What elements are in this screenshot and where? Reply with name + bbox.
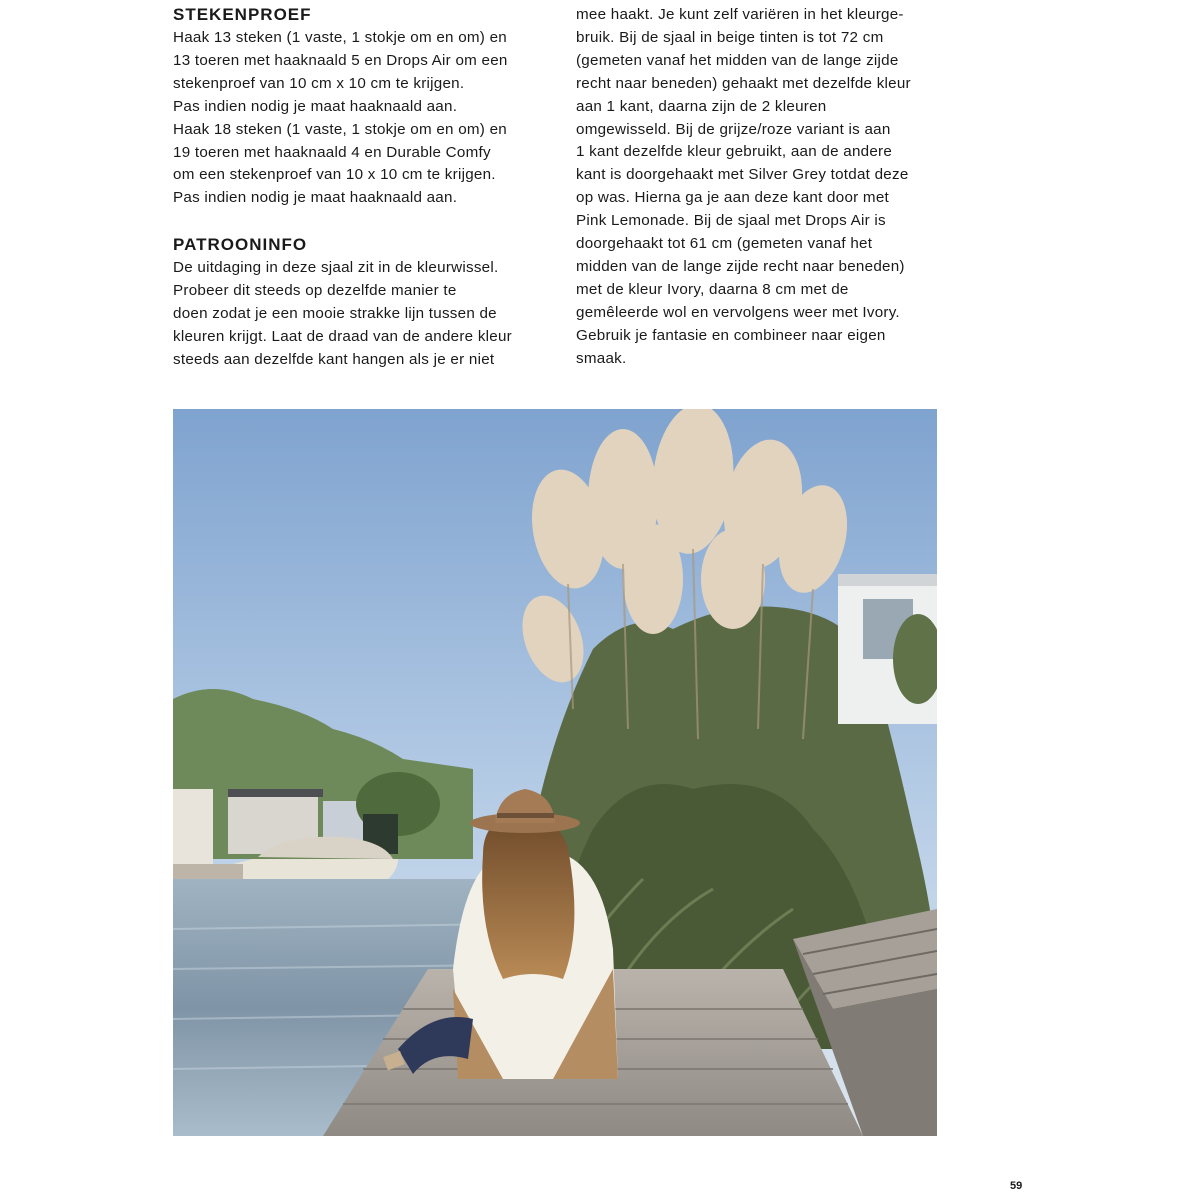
text-line: 1 kant dezelfde kleur gebruikt, aan de andere xyxy=(576,143,893,161)
text-line: met de kleur Ivory, daarna 8 cm met de xyxy=(576,280,849,298)
text-line: midden van de lange zijde recht naar beneden) xyxy=(576,257,905,275)
text-line: doorgehaakt tot 61 cm (gemeten vanaf het xyxy=(576,235,873,253)
dock-photo xyxy=(173,409,937,1136)
text-line: Pink Lemonade. Bij de sjaal met Drops Air is xyxy=(576,212,886,230)
patrooninfo-text xyxy=(173,257,548,372)
text-line: recht naar beneden) gehaakt met dezelfde kleur xyxy=(576,74,911,92)
stekenproef-text xyxy=(173,27,548,210)
patrooninfo-continued-text xyxy=(576,4,948,371)
text-line: kleuren krijgt. Laat de draad van de andere kleur xyxy=(173,327,512,345)
text-line: aan 1 kant, daarna zijn de 2 kleuren xyxy=(576,97,827,115)
left-column xyxy=(173,4,548,372)
text-line: Probeer dit steeds op dezelfde manier te xyxy=(173,282,457,300)
text-line: (gemeten vanaf het midden van de lange zijde xyxy=(576,51,899,69)
text-line: omgewisseld. Bij de grijze/roze variant is aan xyxy=(576,120,891,138)
text-line: Haak 18 steken (1 vaste, 1 stokje om en om) en xyxy=(173,120,507,138)
text-line: mee haakt. Je kunt zelf variëren in het kleurge- xyxy=(576,6,904,23)
right-column xyxy=(576,4,948,371)
text-line: steeds aan dezelfde kant hangen als je er niet xyxy=(173,350,495,368)
text-line: Pas indien nodig je maat haaknaald aan. xyxy=(173,97,458,115)
stekenproef-heading: STEKENPROEF xyxy=(173,5,312,24)
text-line: kant is doorgehaakt met Silver Grey totdat deze xyxy=(576,166,909,184)
text-line: om een stekenproef van 10 x 10 cm te krijgen. xyxy=(173,166,496,184)
text-line: 19 toeren met haaknaald 4 en Durable Comfy xyxy=(173,143,491,161)
text-line: De uitdaging in deze sjaal zit in de kleurwissel. xyxy=(173,259,499,277)
text-line: Gebruik je fantasie en combineer naar eigen xyxy=(576,326,886,344)
patrooninfo-heading: PATROONINFO xyxy=(173,235,308,255)
text-line: stekenproef van 10 cm x 10 cm te krijgen. xyxy=(173,74,465,92)
text-line: Haak 13 steken (1 vaste, 1 stokje om en om) en xyxy=(173,29,507,46)
text-line: 13 toeren met haaknaald 5 en Drops Air om een xyxy=(173,51,508,69)
text-line: doen zodat je een mooie strakke lijn tussen de xyxy=(173,305,497,323)
page-number: 59 xyxy=(1010,1180,1023,1192)
text-line: bruik. Bij de sjaal in beige tinten is tot 72 cm xyxy=(576,28,884,46)
text-line: smaak. xyxy=(576,349,627,367)
text-line: gemêleerde wol en vervolgens weer met Ivory. xyxy=(576,303,900,321)
text-line: Pas indien nodig je maat haaknaald aan. xyxy=(173,189,458,207)
text-line: op was. Hierna ga je aan deze kant door met xyxy=(576,189,889,207)
